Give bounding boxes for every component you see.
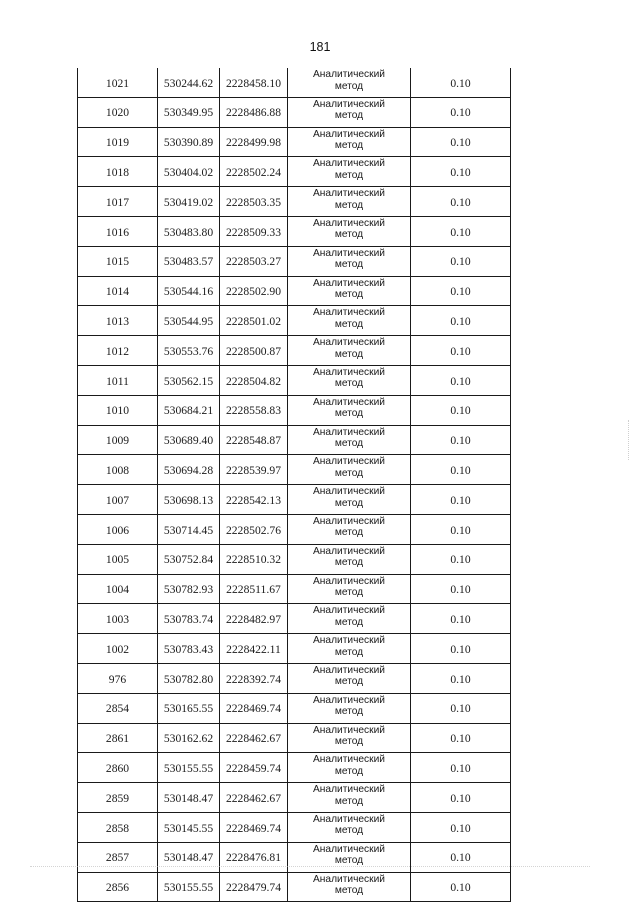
y-coordinate-cell: 2228479.74	[220, 872, 288, 902]
x-coordinate-cell: 530390.89	[158, 127, 220, 157]
method-line-1: Аналитический	[313, 575, 385, 587]
page-number: 181	[309, 40, 331, 54]
accuracy-cell: 0.10	[411, 514, 511, 544]
point-id-cell: 1012	[78, 336, 158, 366]
method-cell	[288, 663, 411, 693]
method-line-1: Аналитический	[313, 545, 385, 557]
method-line-1: Аналитический	[313, 754, 385, 766]
x-coordinate-cell: 530483.80	[158, 216, 220, 246]
method-line-2: метод	[334, 408, 364, 420]
method-line-1: Аналитический	[313, 217, 385, 229]
x-coordinate-cell: 530483.57	[158, 246, 220, 276]
point-id-cell: 2859	[78, 783, 158, 813]
method-line-2: метод	[334, 140, 364, 152]
accuracy-cell: 0.10	[411, 544, 511, 574]
x-coordinate-cell: 530752.84	[158, 544, 220, 574]
method-line-2: метод	[334, 616, 364, 628]
point-id-cell: 2860	[78, 753, 158, 783]
method-cell	[288, 574, 411, 604]
x-coordinate-cell: 530148.47	[158, 842, 220, 872]
accuracy-cell: 0.10	[411, 693, 511, 723]
method-line-2: метод	[334, 169, 364, 181]
scan-artifact-line	[30, 866, 590, 869]
table-row	[78, 365, 511, 395]
x-coordinate-cell: 530553.76	[158, 336, 220, 366]
accuracy-cell: 0.10	[411, 157, 511, 187]
method-cell	[288, 604, 411, 634]
y-coordinate-cell: 2228462.67	[220, 723, 288, 753]
method-line-1: Аналитический	[313, 158, 385, 170]
accuracy-cell: 0.10	[411, 127, 511, 157]
method-line-2: метод	[334, 497, 364, 509]
method-line-1: Аналитический	[313, 486, 385, 498]
method-cell	[288, 634, 411, 664]
accuracy-cell: 0.10	[411, 425, 511, 455]
method-line-1: Аналитический	[313, 188, 385, 200]
y-coordinate-cell: 2228503.35	[220, 187, 288, 217]
x-coordinate-cell: 530165.55	[158, 693, 220, 723]
accuracy-cell: 0.10	[411, 663, 511, 693]
accuracy-cell: 0.10	[411, 276, 511, 306]
method-cell	[288, 216, 411, 246]
y-coordinate-cell: 2228502.76	[220, 514, 288, 544]
method-line-1: Аналитический	[313, 426, 385, 438]
x-coordinate-cell: 530783.74	[158, 604, 220, 634]
y-coordinate-cell: 2228499.98	[220, 127, 288, 157]
y-coordinate-cell: 2228458.10	[220, 68, 288, 97]
table-row	[78, 455, 511, 485]
method-cell	[288, 187, 411, 217]
method-line-2: метод	[334, 795, 364, 807]
method-cell	[288, 544, 411, 574]
x-coordinate-cell: 530694.28	[158, 455, 220, 485]
table-row	[78, 127, 511, 157]
point-id-cell: 1009	[78, 425, 158, 455]
method-line-2: метод	[334, 765, 364, 777]
method-line-2: метод	[334, 825, 364, 837]
method-line-1: Аналитический	[313, 784, 385, 796]
method-line-1: Аналитический	[313, 247, 385, 259]
x-coordinate-cell: 530544.16	[158, 276, 220, 306]
accuracy-cell: 0.10	[411, 634, 511, 664]
method-cell	[288, 157, 411, 187]
x-coordinate-cell: 530419.02	[158, 187, 220, 217]
x-coordinate-cell: 530783.43	[158, 634, 220, 664]
point-id-cell: 976	[78, 663, 158, 693]
y-coordinate-cell: 2228469.74	[220, 812, 288, 842]
y-coordinate-cell: 2228469.74	[220, 693, 288, 723]
point-id-cell: 1016	[78, 216, 158, 246]
table-row	[78, 187, 511, 217]
x-coordinate-cell: 530148.47	[158, 783, 220, 813]
method-cell	[288, 783, 411, 813]
point-id-cell: 1020	[78, 97, 158, 127]
method-line-2: метод	[334, 438, 364, 450]
table-row	[78, 723, 511, 753]
method-line-2: метод	[334, 706, 364, 718]
accuracy-cell: 0.10	[411, 842, 511, 872]
method-line-1: Аналитический	[313, 605, 385, 617]
y-coordinate-cell: 2228502.24	[220, 157, 288, 187]
method-cell	[288, 127, 411, 157]
y-coordinate-cell: 2228486.88	[220, 97, 288, 127]
table-row	[78, 157, 511, 187]
method-line-2: метод	[334, 80, 364, 92]
x-coordinate-cell: 530782.93	[158, 574, 220, 604]
accuracy-cell: 0.10	[411, 216, 511, 246]
table-row	[78, 604, 511, 634]
x-coordinate-cell: 530162.62	[158, 723, 220, 753]
method-cell	[288, 753, 411, 783]
method-line-1: Аналитический	[313, 69, 385, 80]
method-line-2: метод	[334, 557, 364, 569]
x-coordinate-cell: 530404.02	[158, 157, 220, 187]
method-line-1: Аналитический	[313, 635, 385, 647]
accuracy-cell: 0.10	[411, 574, 511, 604]
table-row	[78, 425, 511, 455]
x-coordinate-cell: 530155.55	[158, 872, 220, 902]
method-cell	[288, 514, 411, 544]
table-row	[78, 336, 511, 366]
method-cell	[288, 276, 411, 306]
method-cell	[288, 723, 411, 753]
y-coordinate-cell: 2228459.74	[220, 753, 288, 783]
x-coordinate-cell: 530155.55	[158, 753, 220, 783]
y-coordinate-cell: 2228558.83	[220, 395, 288, 425]
y-coordinate-cell: 2228476.81	[220, 842, 288, 872]
table-row	[78, 634, 511, 664]
table-row	[78, 395, 511, 425]
method-cell	[288, 97, 411, 127]
method-cell	[288, 455, 411, 485]
method-line-2: метод	[334, 587, 364, 599]
x-coordinate-cell: 530689.40	[158, 425, 220, 455]
table-row	[78, 68, 511, 97]
method-cell	[288, 693, 411, 723]
method-line-1: Аналитический	[313, 456, 385, 468]
method-cell	[288, 872, 411, 902]
table-row	[78, 812, 511, 842]
method-line-2: метод	[334, 348, 364, 360]
accuracy-cell: 0.10	[411, 306, 511, 336]
accuracy-cell: 0.10	[411, 723, 511, 753]
y-coordinate-cell: 2228539.97	[220, 455, 288, 485]
point-id-cell: 1014	[78, 276, 158, 306]
method-cell	[288, 68, 411, 97]
point-id-cell: 1003	[78, 604, 158, 634]
x-coordinate-cell: 530349.95	[158, 97, 220, 127]
x-coordinate-cell: 530145.55	[158, 812, 220, 842]
point-id-cell: 2856	[78, 872, 158, 902]
method-line-2: метод	[334, 885, 364, 897]
x-coordinate-cell: 530684.21	[158, 395, 220, 425]
method-line-2: метод	[334, 229, 364, 241]
point-id-cell: 2854	[78, 693, 158, 723]
accuracy-cell: 0.10	[411, 812, 511, 842]
method-line-2: метод	[334, 259, 364, 271]
x-coordinate-cell: 530714.45	[158, 514, 220, 544]
y-coordinate-cell: 2228502.90	[220, 276, 288, 306]
method-line-1: Аналитический	[313, 396, 385, 408]
x-coordinate-cell: 530698.13	[158, 485, 220, 515]
point-id-cell: 1002	[78, 634, 158, 664]
point-id-cell: 1015	[78, 246, 158, 276]
point-id-cell: 2861	[78, 723, 158, 753]
accuracy-cell: 0.10	[411, 485, 511, 515]
point-id-cell: 1018	[78, 157, 158, 187]
accuracy-cell: 0.10	[411, 604, 511, 634]
point-id-cell: 1017	[78, 187, 158, 217]
method-line-1: Аналитический	[313, 277, 385, 289]
table-row	[78, 693, 511, 723]
y-coordinate-cell: 2228482.97	[220, 604, 288, 634]
method-line-1: Аналитический	[313, 337, 385, 349]
scan-artifact-edge	[628, 420, 630, 460]
method-line-2: метод	[334, 855, 364, 867]
table-row	[78, 514, 511, 544]
accuracy-cell: 0.10	[411, 246, 511, 276]
method-line-2: метод	[334, 110, 364, 122]
y-coordinate-cell: 2228510.32	[220, 544, 288, 574]
accuracy-cell: 0.10	[411, 336, 511, 366]
method-line-1: Аналитический	[313, 873, 385, 885]
method-line-2: метод	[334, 736, 364, 748]
point-id-cell: 1021	[78, 68, 158, 97]
table-row	[78, 783, 511, 813]
accuracy-cell: 0.10	[411, 365, 511, 395]
point-id-cell: 1005	[78, 544, 158, 574]
table-row	[78, 97, 511, 127]
y-coordinate-cell: 2228500.87	[220, 336, 288, 366]
method-line-2: метод	[334, 289, 364, 301]
accuracy-cell: 0.10	[411, 395, 511, 425]
point-id-cell: 1007	[78, 485, 158, 515]
method-line-2: метод	[334, 199, 364, 211]
x-coordinate-cell: 530562.15	[158, 365, 220, 395]
method-cell	[288, 395, 411, 425]
point-id-cell: 1006	[78, 514, 158, 544]
method-line-1: Аналитический	[313, 724, 385, 736]
coordinates-table-body	[78, 68, 511, 902]
method-line-2: метод	[334, 378, 364, 390]
y-coordinate-cell: 2228509.33	[220, 216, 288, 246]
method-cell	[288, 425, 411, 455]
y-coordinate-cell: 2228504.82	[220, 365, 288, 395]
method-cell	[288, 246, 411, 276]
y-coordinate-cell: 2228503.27	[220, 246, 288, 276]
y-coordinate-cell: 2228548.87	[220, 425, 288, 455]
method-line-2: метод	[334, 467, 364, 479]
table-row	[78, 663, 511, 693]
x-coordinate-cell: 530244.62	[158, 68, 220, 97]
y-coordinate-cell: 2228501.02	[220, 306, 288, 336]
method-line-1: Аналитический	[313, 515, 385, 527]
point-id-cell: 1010	[78, 395, 158, 425]
accuracy-cell: 0.10	[411, 455, 511, 485]
point-id-cell: 2858	[78, 812, 158, 842]
point-id-cell: 1011	[78, 365, 158, 395]
method-line-1: Аналитический	[313, 813, 385, 825]
coordinates-table	[77, 68, 511, 902]
method-cell	[288, 336, 411, 366]
method-line-2: метод	[334, 527, 364, 539]
method-cell	[288, 365, 411, 395]
point-id-cell: 1019	[78, 127, 158, 157]
y-coordinate-cell: 2228422.11	[220, 634, 288, 664]
point-id-cell: 1013	[78, 306, 158, 336]
table-row	[78, 276, 511, 306]
accuracy-cell: 0.10	[411, 187, 511, 217]
table-row	[78, 872, 511, 902]
x-coordinate-cell: 530544.95	[158, 306, 220, 336]
accuracy-cell: 0.10	[411, 68, 511, 97]
method-line-1: Аналитический	[313, 694, 385, 706]
coordinates-table-container	[77, 68, 511, 902]
point-id-cell: 1008	[78, 455, 158, 485]
method-line-1: Аналитический	[313, 664, 385, 676]
method-line-2: метод	[334, 676, 364, 688]
y-coordinate-cell: 2228392.74	[220, 663, 288, 693]
method-cell	[288, 485, 411, 515]
table-row	[78, 216, 511, 246]
x-coordinate-cell: 530782.80	[158, 663, 220, 693]
method-line-1: Аналитический	[313, 128, 385, 140]
table-row	[78, 753, 511, 783]
table-row	[78, 544, 511, 574]
y-coordinate-cell: 2228511.67	[220, 574, 288, 604]
method-cell	[288, 306, 411, 336]
accuracy-cell: 0.10	[411, 872, 511, 902]
method-cell	[288, 812, 411, 842]
y-coordinate-cell: 2228462.67	[220, 783, 288, 813]
method-line-1: Аналитический	[313, 98, 385, 110]
method-line-1: Аналитический	[313, 366, 385, 378]
accuracy-cell: 0.10	[411, 97, 511, 127]
method-line-2: метод	[334, 646, 364, 658]
table-row	[78, 485, 511, 515]
point-id-cell: 2857	[78, 842, 158, 872]
table-row	[78, 574, 511, 604]
table-row	[78, 306, 511, 336]
y-coordinate-cell: 2228542.13	[220, 485, 288, 515]
accuracy-cell: 0.10	[411, 753, 511, 783]
method-line-1: Аналитический	[313, 843, 385, 855]
method-line-1: Аналитический	[313, 307, 385, 319]
accuracy-cell: 0.10	[411, 783, 511, 813]
method-line-2: метод	[334, 318, 364, 330]
table-row	[78, 246, 511, 276]
point-id-cell: 1004	[78, 574, 158, 604]
